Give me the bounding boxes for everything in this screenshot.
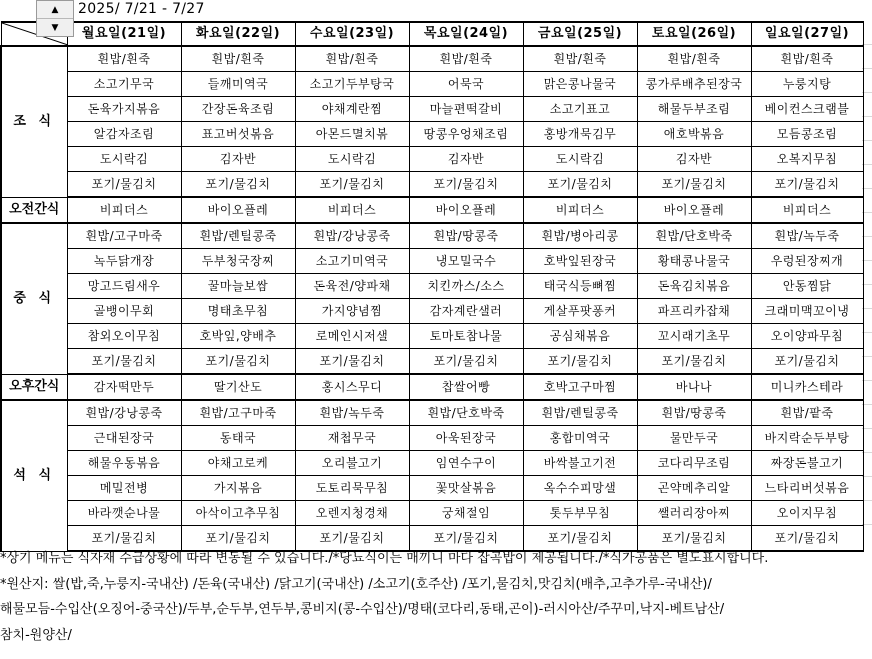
menu-cell: 꼬시래기초무 <box>637 324 751 349</box>
menu-cell: 흰밥/흰죽 <box>295 46 409 72</box>
menu-cell: 흰밥/흰죽 <box>751 46 863 72</box>
menu-cell: 흰밥/흰죽 <box>409 46 523 72</box>
menu-cell: 홍합미역국 <box>523 426 637 451</box>
menu-row <box>1 197 863 223</box>
menu-cell: 느타리버섯볶음 <box>751 476 863 501</box>
menu-cell: 포기/물김치 <box>295 526 409 552</box>
menu-cell: 오렌지청경채 <box>295 501 409 526</box>
menu-cell: 해물두부조림 <box>637 97 751 122</box>
menu-cell: 홍방개묵김무 <box>523 122 637 147</box>
menu-cell: 가지양념찜 <box>295 299 409 324</box>
menu-cell: 오이지무침 <box>751 501 863 526</box>
menu-cell: 포기/물김치 <box>523 349 637 375</box>
note-line: 해물모듬-수입산(오징어-중국산)/두부,순두부,연두부,콩비지(콩-수입산)/명태(코다리,동태,곤이)-러시아산/주꾸미,낙지-베트남산/ <box>0 602 725 617</box>
menu-cell: 감자계란샐러 <box>409 299 523 324</box>
menu-cell: 아몬드멸치볶 <box>295 122 409 147</box>
menu-cell: 오이양파무침 <box>751 324 863 349</box>
menu-cell: 베이컨스크램블 <box>751 97 863 122</box>
menu-cell: 흰밥/강낭콩죽 <box>67 400 181 426</box>
menu-cell: 돈육김치볶음 <box>637 274 751 299</box>
menu-cell: 해물우동볶음 <box>67 451 181 476</box>
menu-cell: 궁채절임 <box>409 501 523 526</box>
menu-cell: 흰밥/렌틸콩죽 <box>523 400 637 426</box>
menu-cell: 공심채볶음 <box>523 324 637 349</box>
menu-cell: 표고버섯볶음 <box>181 122 295 147</box>
spreadsheet-gridlines <box>862 21 872 546</box>
menu-cell: 비피더스 <box>523 197 637 223</box>
menu-cell: 바라깻순나물 <box>67 501 181 526</box>
menu-cell: 포기/물김치 <box>751 172 863 198</box>
menu-cell: 호박고구마찜 <box>523 374 637 400</box>
day-header: 금요일(25일) <box>523 22 637 46</box>
menu-row <box>1 451 863 476</box>
menu-cell: 흰밥/렌틸콩죽 <box>181 223 295 249</box>
meal-label: 석 식 <box>1 400 67 551</box>
menu-cell: 간장돈육조림 <box>181 97 295 122</box>
menu-cell: 바이오플레 <box>637 197 751 223</box>
menu-cell: 바이오플레 <box>181 197 295 223</box>
menu-cell: 포기/물김치 <box>409 526 523 552</box>
menu-cell: 야채고로케 <box>181 451 295 476</box>
menu-cell: 호박잎,양배추 <box>181 324 295 349</box>
menu-cell: 미니카스테라 <box>751 374 863 400</box>
menu-cell: 땅콩우엉채조림 <box>409 122 523 147</box>
menu-cell: 임연수구이 <box>409 451 523 476</box>
menu-cell: 냉모밀국수 <box>409 249 523 274</box>
date-range: 2025/ 7/21 - 7/27 <box>78 1 205 17</box>
menu-cell: 누룽지탕 <box>751 72 863 97</box>
menu-cell: 포기/물김치 <box>295 172 409 198</box>
menu-cell: 치킨까스/소스 <box>409 274 523 299</box>
menu-cell: 포기/물김치 <box>181 526 295 552</box>
menu-row <box>1 274 863 299</box>
day-header: 화요일(22일) <box>181 22 295 46</box>
menu-row <box>1 476 863 501</box>
menu-cell: 오복지무침 <box>751 147 863 172</box>
menu-cell: 쌜러리장아찌 <box>637 501 751 526</box>
menu-row <box>1 426 863 451</box>
menu-cell: 우렁된장찌개 <box>751 249 863 274</box>
menu-cell: 참외오이무침 <box>67 324 181 349</box>
menu-cell: 흰밥/고구마죽 <box>67 223 181 249</box>
menu-cell: 포기/물김치 <box>67 172 181 198</box>
menu-cell: 포기/물김치 <box>751 526 863 552</box>
menu-cell: 소고기미역국 <box>295 249 409 274</box>
menu-cell: 흰밥/흰죽 <box>637 46 751 72</box>
menu-cell: 흰밥/팥죽 <box>751 400 863 426</box>
menu-cell: 야채계란찜 <box>295 97 409 122</box>
menu-cell: 소고기표고 <box>523 97 637 122</box>
menu-row <box>1 172 863 198</box>
menu-cell: 김자반 <box>181 147 295 172</box>
menu-cell: 바이오플레 <box>409 197 523 223</box>
menu-cell: 포기/물김치 <box>637 349 751 375</box>
menu-row <box>1 46 863 72</box>
menu-row <box>1 97 863 122</box>
menu-cell: 아욱된장국 <box>409 426 523 451</box>
menu-cell: 포기/물김치 <box>67 349 181 375</box>
menu-row <box>1 349 863 375</box>
menu-cell: 크래미맥꼬이냉 <box>751 299 863 324</box>
menu-cell: 태국식등뼈찜 <box>523 274 637 299</box>
menu-row <box>1 324 863 349</box>
menu-cell: 비피더스 <box>67 197 181 223</box>
spin-button[interactable] <box>36 0 74 37</box>
menu-cell: 흰밥/강낭콩죽 <box>295 223 409 249</box>
menu-cell: 포기/물김치 <box>523 172 637 198</box>
menu-cell: 흰밥/녹두죽 <box>751 223 863 249</box>
menu-cell: 녹두닭개장 <box>67 249 181 274</box>
menu-cell: 톳두부무침 <box>523 501 637 526</box>
menu-cell: 어묵국 <box>409 72 523 97</box>
menu-cell: 명태초무침 <box>181 299 295 324</box>
note-line: *상기 메뉴는 식자재 수급상황에 따라 변동될 수 있습니다./*당뇨식이는 매끼니 마다 잡곡밥이 제공됩니다./*식가공품은 별도표시합니다. <box>0 551 769 566</box>
menu-cell: 감자떡만두 <box>67 374 181 400</box>
menu-cell: 게살푸팟퐁커 <box>523 299 637 324</box>
menu-cell: 바지락순두부탕 <box>751 426 863 451</box>
meal-label: 오후간식 <box>1 374 67 400</box>
menu-cell: 꽃맛살볶음 <box>409 476 523 501</box>
note-line: 참치-원양산/ <box>0 628 72 643</box>
menu-cell: 두부청국장찌 <box>181 249 295 274</box>
menu-row <box>1 223 863 249</box>
menu-cell: 오리불고기 <box>295 451 409 476</box>
menu-cell: 홍시스무디 <box>295 374 409 400</box>
meal-label: 중 식 <box>1 223 67 374</box>
menu-row <box>1 147 863 172</box>
menu-cell: 도시락김 <box>295 147 409 172</box>
menu-cell: 들깨미역국 <box>181 72 295 97</box>
menu-cell: 찹쌀어빵 <box>409 374 523 400</box>
menu-cell: 도토리묵무침 <box>295 476 409 501</box>
menu-cell: 흰밥/단호박죽 <box>409 400 523 426</box>
menu-cell: 모듬콩조림 <box>751 122 863 147</box>
weekly-menu-table <box>0 21 864 552</box>
menu-cell: 골뱅이무회 <box>67 299 181 324</box>
menu-cell: 망고드림새우 <box>67 274 181 299</box>
menu-cell: 돈육가지볶음 <box>67 97 181 122</box>
menu-cell: 알감자조림 <box>67 122 181 147</box>
meal-label: 오전간식 <box>1 197 67 223</box>
menu-row <box>1 72 863 97</box>
menu-cell: 김자반 <box>637 147 751 172</box>
menu-cell: 로메인시저샐 <box>295 324 409 349</box>
menu-cell: 포기/물김치 <box>409 349 523 375</box>
day-header: 토요일(26일) <box>637 22 751 46</box>
header-row <box>1 22 863 46</box>
menu-cell: 메밀전병 <box>67 476 181 501</box>
menu-cell: 흰밥/흰죽 <box>523 46 637 72</box>
menu-cell: 꿀마늘보쌈 <box>181 274 295 299</box>
note-line: *원산지: 쌀(밥,죽,누룽지-국내산) /돈육(국내산) /닭고기(국내산) /소고기(호주산) /포기,물김치,맛김치(배추,고추가루-국내산)/ <box>0 577 712 592</box>
menu-cell: 맑은콩나물국 <box>523 72 637 97</box>
menu-cell: 동태국 <box>181 426 295 451</box>
menu-cell: 흰밥/땅콩죽 <box>409 223 523 249</box>
triangle-down-icon[interactable]: ▼ <box>37 18 73 36</box>
day-header: 목요일(24일) <box>409 22 523 46</box>
menu-cell: 바나나 <box>637 374 751 400</box>
menu-cell: 흰밥/녹두죽 <box>295 400 409 426</box>
menu-row <box>1 501 863 526</box>
menu-row <box>1 249 863 274</box>
meal-label: 조 식 <box>1 46 67 197</box>
menu-cell: 포기/물김치 <box>637 526 751 552</box>
menu-cell: 김자반 <box>409 147 523 172</box>
day-header: 월요일(21일) <box>67 22 181 46</box>
day-header: 수요일(23일) <box>295 22 409 46</box>
menu-cell: 돈육전/양파채 <box>295 274 409 299</box>
menu-cell: 물만두국 <box>637 426 751 451</box>
menu-cell: 마늘편떡갈비 <box>409 97 523 122</box>
menu-cell: 포기/물김치 <box>67 526 181 552</box>
menu-cell: 애호박볶음 <box>637 122 751 147</box>
menu-cell: 포기/물김치 <box>295 349 409 375</box>
menu-cell: 포기/물김치 <box>751 349 863 375</box>
menu-cell: 안동찜닭 <box>751 274 863 299</box>
menu-cell: 호박잎된장국 <box>523 249 637 274</box>
menu-cell: 포기/물김치 <box>181 349 295 375</box>
menu-cell: 곤약메추리알 <box>637 476 751 501</box>
menu-cell: 도시락김 <box>523 147 637 172</box>
menu-cell: 흰밥/땅콩죽 <box>637 400 751 426</box>
menu-cell: 비피더스 <box>295 197 409 223</box>
menu-cell: 아삭이고추무침 <box>181 501 295 526</box>
menu-cell: 콩가루배추된장국 <box>637 72 751 97</box>
menu-row <box>1 400 863 426</box>
menu-row <box>1 374 863 400</box>
menu-cell: 포기/물김치 <box>637 172 751 198</box>
menu-cell: 가지볶음 <box>181 476 295 501</box>
menu-cell: 도시락김 <box>67 147 181 172</box>
menu-cell: 흰밥/흰죽 <box>181 46 295 72</box>
day-header: 일요일(27일) <box>751 22 863 46</box>
menu-cell: 바싹불고기전 <box>523 451 637 476</box>
menu-cell: 흰밥/단호박죽 <box>637 223 751 249</box>
menu-cell: 짜장돈불고기 <box>751 451 863 476</box>
menu-cell: 옥수수피망샐 <box>523 476 637 501</box>
menu-row <box>1 299 863 324</box>
menu-cell: 코다리무조림 <box>637 451 751 476</box>
menu-cell: 소고기두부탕국 <box>295 72 409 97</box>
menu-cell: 흰밥/흰죽 <box>67 46 181 72</box>
menu-cell: 포기/물김치 <box>523 526 637 552</box>
menu-row <box>1 526 863 552</box>
menu-cell: 토마토참나물 <box>409 324 523 349</box>
menu-cell: 재첩무국 <box>295 426 409 451</box>
triangle-up-icon[interactable]: ▲ <box>51 4 59 15</box>
menu-cell: 근대된장국 <box>67 426 181 451</box>
menu-cell: 딸기산도 <box>181 374 295 400</box>
menu-cell: 흰밥/고구마죽 <box>181 400 295 426</box>
menu-cell: 황태콩나물국 <box>637 249 751 274</box>
menu-cell: 포기/물김치 <box>409 172 523 198</box>
menu-cell: 비피더스 <box>751 197 863 223</box>
menu-cell: 파프리카잡채 <box>637 299 751 324</box>
menu-cell: 소고기무국 <box>67 72 181 97</box>
menu-cell: 포기/물김치 <box>181 172 295 198</box>
menu-row <box>1 122 863 147</box>
menu-cell: 흰밥/병아리콩 <box>523 223 637 249</box>
